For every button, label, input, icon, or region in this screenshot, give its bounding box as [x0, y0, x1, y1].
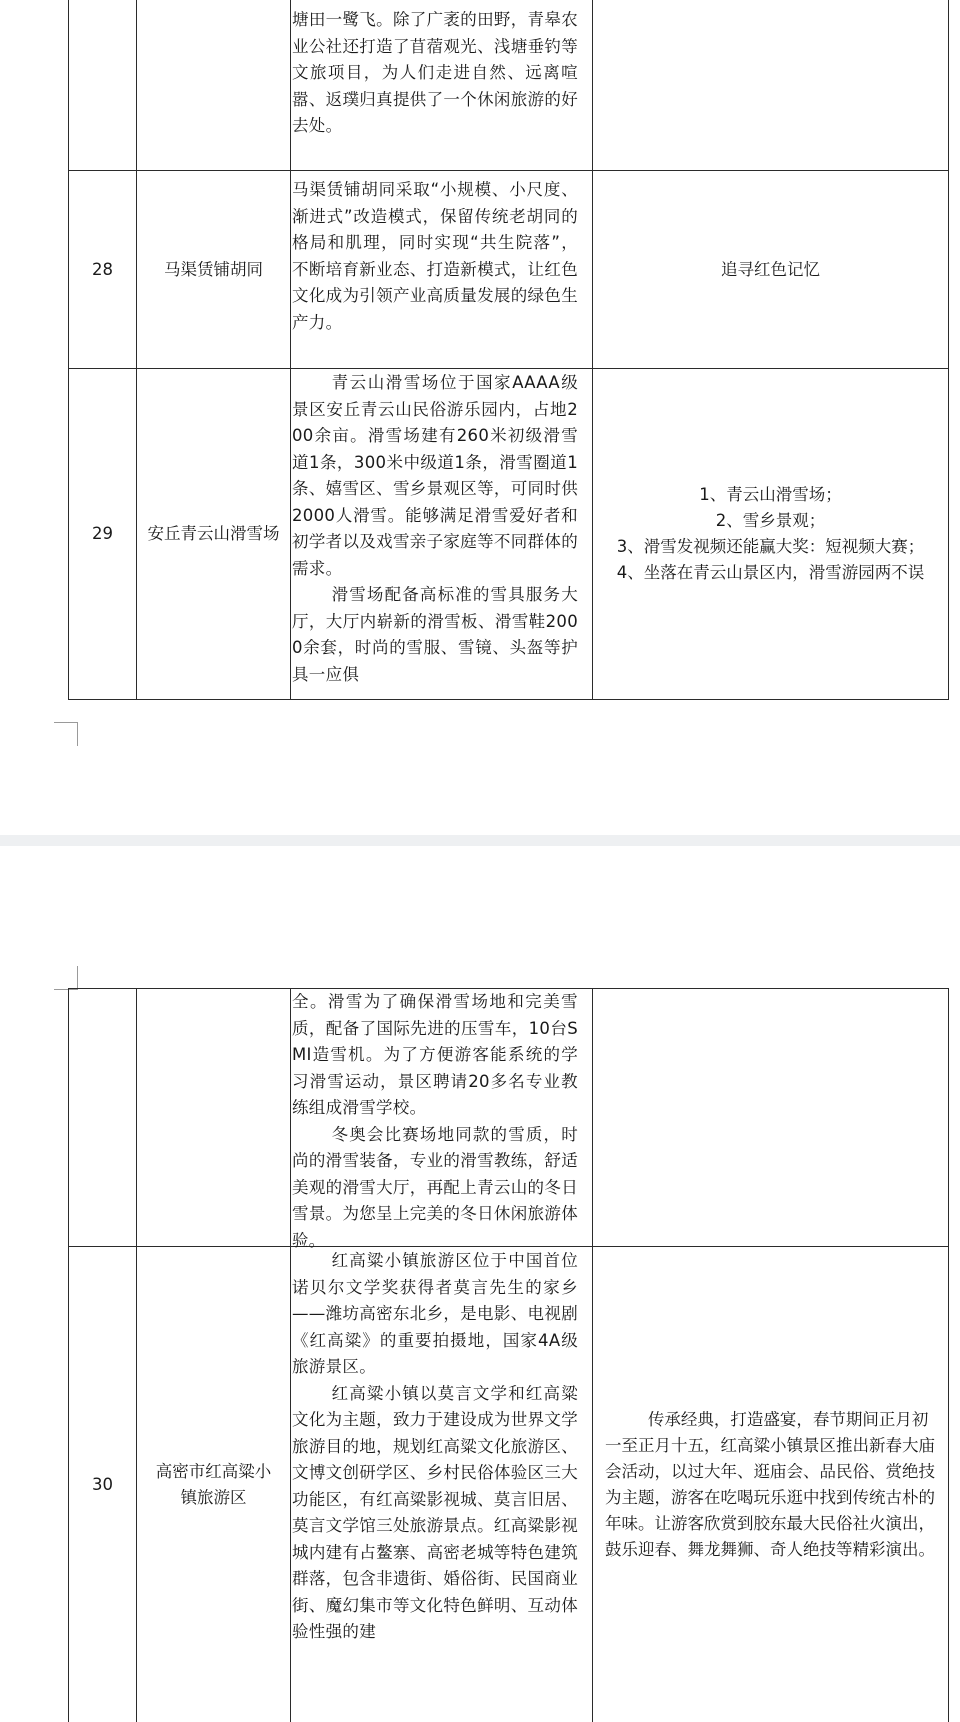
activity-cell — [593, 369, 948, 699]
activity-list-item: 3、滑雪发视频还能赢大奖：短视频大赛； — [616, 537, 925, 556]
activity-list-item: 4、坐落在青云山景区内，滑雪游园两不误 — [616, 563, 925, 582]
attraction-name: 马渠赁铺胡同 — [164, 259, 263, 279]
row-number: 29 — [92, 524, 113, 543]
description-paragraph: 红高粱小镇旅游区位于中国首位诺贝尔文学奖获得者莫言先生的家乡——潍坊高密东北乡，是电影、电视剧《红高粱》的重要拍摄地，国家4A级旅游景区。 — [292, 1251, 578, 1376]
description-paragraph: 滑雪场配备高标准的雪具服务大厅，大厅内崭新的滑雪板、滑雪鞋2000余套，时尚的雪服、雪镜、头盔等护具一应俱 — [292, 585, 578, 684]
table-row-continuation-description — [292, 989, 578, 1254]
row-number-cell — [69, 171, 136, 368]
attraction-name-cell — [137, 1247, 290, 1722]
activity-list-item: 2、雪乡景观； — [715, 511, 826, 530]
table-border — [290, 0, 291, 700]
description-paragraph: 冬奥会比赛场地同款的雪质，时尚的滑雪装备，专业的滑雪教练，舒适美观的滑雪大厅，再配上青云山的冬日雪景。为您呈上完美的冬日休闲旅游体验。 — [292, 1124, 578, 1250]
document-page-1 — [0, 0, 960, 835]
attraction-name-cell — [137, 369, 290, 699]
description-paragraph: 青云山滑雪场位于国家AAAA级景区安丘青云山民俗游乐园内，占地200余亩。滑雪场建有260米初级滑雪道1条，300米中级道1条，滑雪圈道1条、嬉雪区、雪乡景观区等，可同时供2000人滑雪。能够满足滑雪爱好者和初学者以及戏雪亲子家庭等不同群体的需求。 — [292, 373, 578, 578]
table-border — [68, 699, 949, 700]
attraction-description-cell — [292, 370, 578, 688]
table-border — [290, 988, 291, 1722]
activity-cell — [593, 1247, 948, 1722]
row-number-cell — [69, 369, 136, 699]
table-row-continuation-description — [292, 7, 578, 140]
description-paragraph: 马渠赁铺胡同采取“小规模、小尺度、渐进式”改造模式，保留传统老胡同的格局和肌理，同时实现“共生院落”，不断培育新业态、打造新模式，让红色文化成为引领产业高质量发展的绿色生产力。 — [292, 180, 578, 332]
activity-list-item: 1、青云山滑雪场； — [699, 485, 842, 504]
page-separator — [0, 835, 960, 846]
document-page-2 — [0, 846, 960, 1722]
description-paragraph: 红高粱小镇以莫言文学和红高粱文化为主题，致力于建设成为世界文学旅游目的地，规划红高粱文化旅游区、文博文创研学区、乡村民俗体验区三大功能区，有红高粱影视城、莫言旧居、莫言文学馆三处旅游景点。红高粱影视城内建有占鳌寨、高密老城等特色建筑群落，包含非遗街、婚俗街、民国商业街、魔幻集市等文化特色鲜明、互动体验性强的建 — [292, 1383, 578, 1641]
attraction-name: 高密市红高粱小镇旅游区 — [155, 1461, 272, 1507]
attraction-description-cell — [292, 177, 578, 336]
attraction-name-cell — [137, 171, 290, 368]
description-paragraph: 全。滑雪为了确保滑雪场地和完美雪质，配备了国际先进的压雪车，10台SMI造雪机。为了方便游客能系统的学习滑雪运动，景区聘请20多名专业教练组成滑雪学校。 — [292, 992, 578, 1117]
attraction-name: 安丘青云山滑雪场 — [147, 524, 280, 543]
activity-text: 传承经典，打造盛宴，春节期间正月初一至正月十五，红高粱小镇景区推出新春大庙会活动，以过大年、逛庙会、品民俗、赏绝技为主题，游客在吃喝玩乐逛中找到传统古朴的年味。让游客欣赏到胶东最大民俗社火演出，鼓乐迎春、舞龙舞狮、奇人绝技等精彩演出。 — [605, 1409, 935, 1559]
row-number: 30 — [92, 1474, 113, 1494]
activity-list — [617, 482, 925, 586]
row-number: 28 — [92, 259, 113, 279]
description-paragraph: 塘田一鹭飞。除了广袤的田野，青皋农业公社还打造了苜蓿观光、浅塘垂钓等文旅项目，为人们走进自然、远离喧嚣、返璞归真提供了一个休闲旅游的好去处。 — [292, 10, 578, 135]
row-number-cell — [69, 1247, 136, 1722]
attraction-description-cell — [292, 1248, 578, 1646]
activity-text: 追寻红色记忆 — [721, 259, 820, 279]
table-border — [948, 0, 949, 700]
activity-cell — [593, 171, 948, 368]
table-border — [948, 988, 949, 1722]
